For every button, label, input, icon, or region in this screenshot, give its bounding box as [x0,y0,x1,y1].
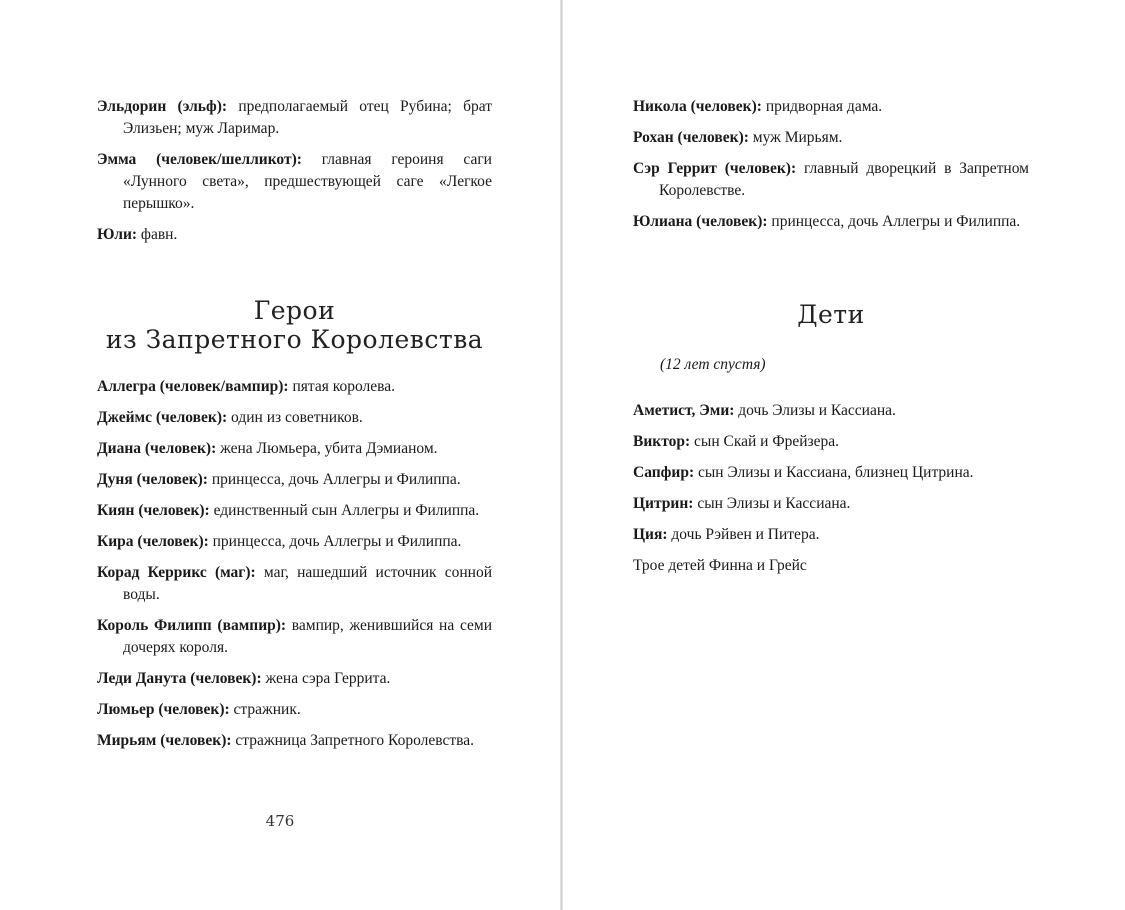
entry: Ция: дочь Рэйвен и Питера. [633,526,820,543]
entry: Никола (человек): придворная дама. [633,98,883,115]
entry: Аллегра (человек/вампир): пятая королева. [97,378,395,395]
entry: Виктор: сын Скай и Фрейзера. [633,433,840,450]
entry: Корад Керрикс (маг): маг, нашедший источник сонной воды. [97,564,492,603]
entry: Цитрин: сын Элизы и Кассиана. [633,495,851,512]
page-number: 476 [265,812,295,830]
entry: Эмма (человек/шелликот): главная героиня саги «Лунного света», предшествующей саге «Легкое перышко». [97,151,492,212]
entry: Киян (человек): единственный сын Аллегры и Филиппа. [97,502,480,519]
entry: Диана (человек): жена Люмьера, убита Дэмианом. [97,440,438,457]
section-heading-line: из Запретного Королевства [105,325,484,354]
entry: Мирьям (человек): стражница Запретного Королевства. [97,732,474,749]
entry: Кира (человек): принцесса, дочь Аллегры и Филиппа. [97,533,462,550]
entry: Юлиана (человек): принцесса, дочь Аллегры и Филиппа. [633,213,1021,230]
entry: Трое детей Финна и Грейс [633,557,807,574]
right-entries [633,400,1029,586]
entry: Король Филипп (вампир): вампир, женившийся на семи дочерях короля. [97,617,492,656]
entry: Аметист, Эми: дочь Элизы и Кассиана. [633,402,896,419]
children-subnote-wrap [633,354,1029,376]
section-heading-line: Дети [797,300,865,329]
right-page [564,0,1125,910]
entry: Сапфир: сын Элизы и Кассиана, близнец Цитрина. [633,464,974,481]
entry: Леди Данута (человек): жена сэра Геррита. [97,670,391,687]
children-subnote: (12 лет спустя) [660,356,766,373]
left-top-entries [97,96,492,255]
right-top-entries [633,96,1029,242]
book-spine [560,0,563,910]
entry: Люмьер (человек): стражник. [97,701,301,718]
entry: Дуня (человек): принцесса, дочь Аллегры и Филиппа. [97,471,461,488]
left-entries [97,376,492,761]
entry: Рохан (человек): муж Мирьям. [633,129,843,146]
section-heading-line: Герои [253,296,336,325]
entry: Юли: фавн. [97,226,178,243]
entry: Сэр Геррит (человек): главный дворецкий в Запретном Королевстве. [633,160,1029,199]
entry: Эльдорин (эльф): предполагаемый отец Рубина; брат Элизьен; муж Ларимар. [97,98,493,137]
section-heading-children [633,300,1029,329]
entry: Джеймс (человек): один из советников. [97,409,363,426]
left-page [0,0,560,910]
section-heading-forbidden-kingdom [97,296,492,354]
